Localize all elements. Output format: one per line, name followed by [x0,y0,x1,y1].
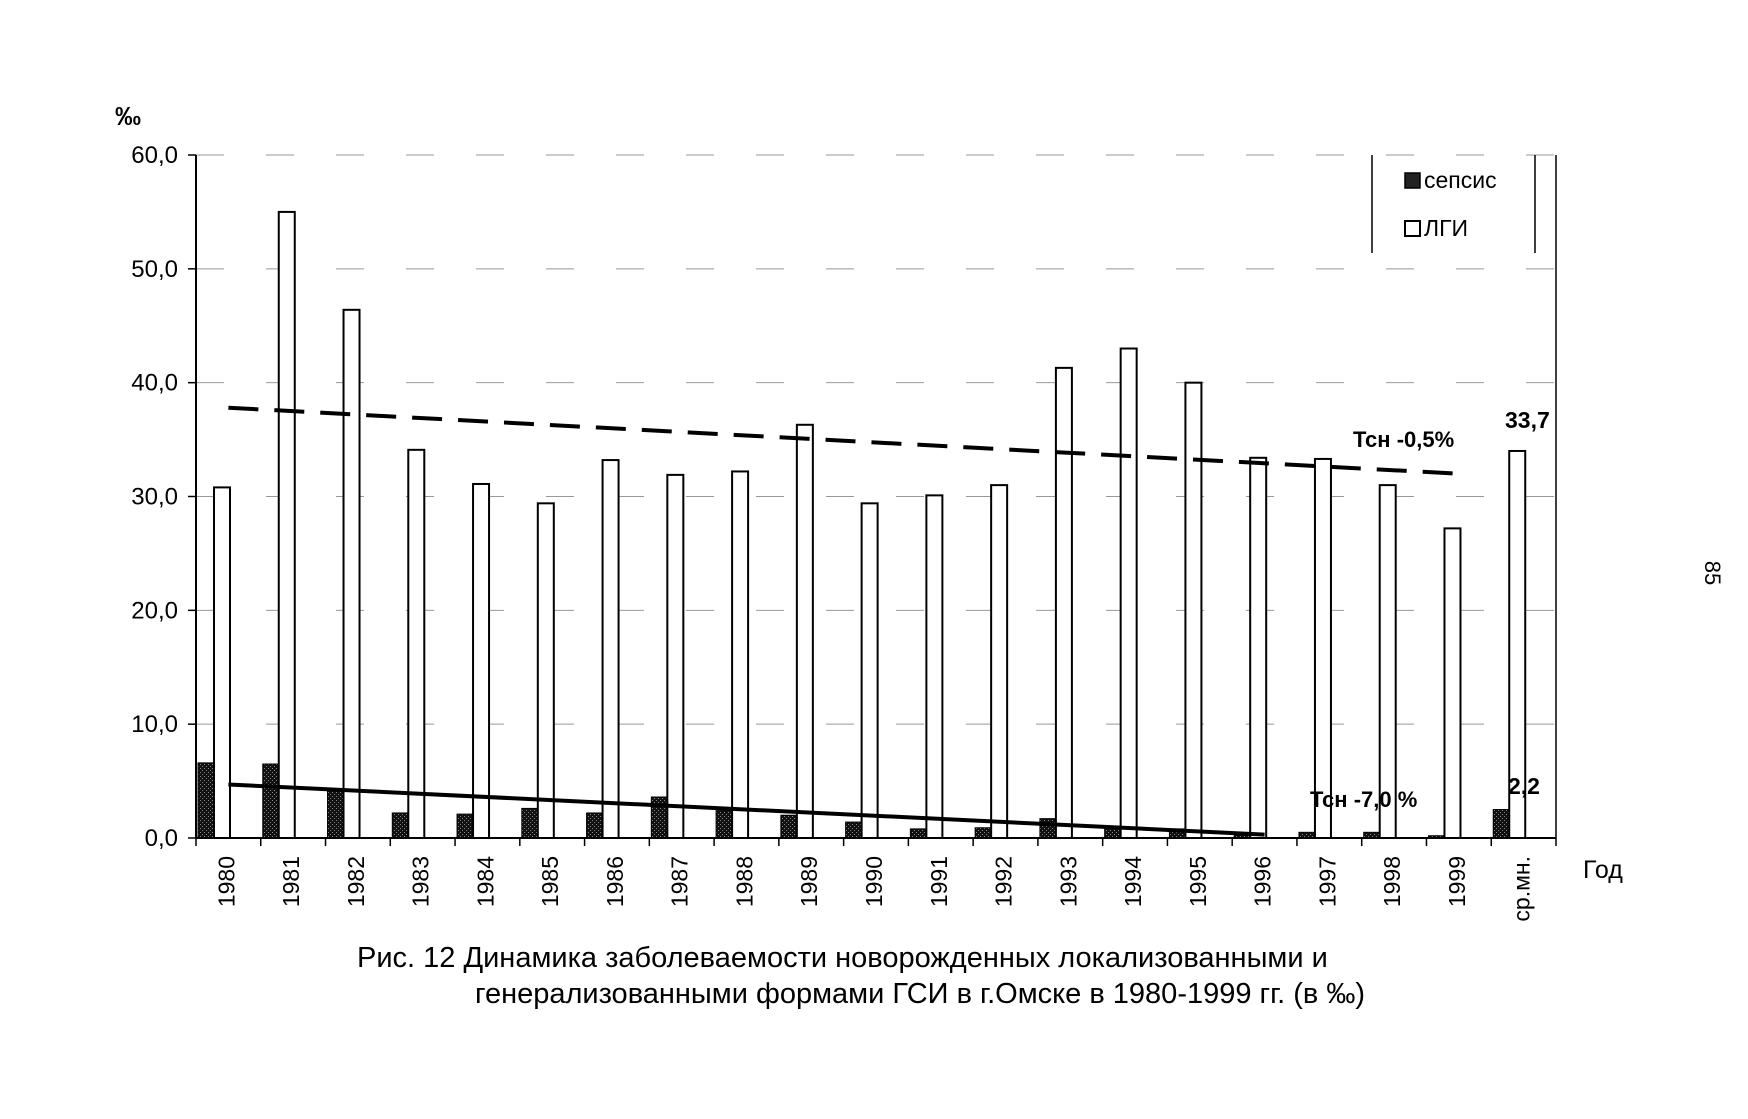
x-tick-label: 1987 [666,856,693,908]
x-tick-label: ср.мн. [1508,856,1535,922]
legend-swatch-lgi [1405,221,1420,236]
bar-sepsis [781,815,797,838]
bar-sepsis [587,813,603,838]
bar-lgi [473,484,489,838]
x-tick-label: 1994 [1120,856,1147,908]
bar-lgi [279,212,295,838]
figure-caption [357,940,1457,1012]
x-tick-label: 1996 [1249,856,1276,908]
bar-lgi [1185,383,1201,838]
bar-lgi [1380,485,1396,838]
y-tick-label: 10,0 [131,711,178,739]
bar-lgi [344,310,360,838]
bar-lgi [1121,349,1137,838]
legend [1372,155,1535,253]
bar-lgi [797,425,813,838]
x-tick-label: 1998 [1379,856,1406,908]
bar-sepsis [392,813,408,838]
x-tick-label: 1983 [407,856,434,908]
y-tick-label: 60,0 [131,142,178,169]
data-label-lgi-average: 33,7 [1505,407,1550,433]
bars [198,212,1525,838]
x-tick-label: 1981 [278,856,305,908]
bar-lgi [1444,528,1460,838]
data-label-sepsis-average: 2,2 [1508,773,1540,799]
legend-label-lgi: ЛГИ [1424,215,1469,241]
bar-sepsis [975,828,991,838]
page-number: 85 [1700,560,1726,586]
trend-label-lgi: Тсн -0,5% [1353,427,1455,452]
bar-sepsis [716,811,732,838]
legend-label-sepsis: сепсис [1424,167,1497,193]
trend-label-sepsis: Тсн -7,0 % [1310,787,1418,812]
bar-sepsis [457,814,473,838]
bar-sepsis [846,822,862,838]
x-axis-title: Год [1583,856,1623,884]
legend-swatch-sepsis [1405,173,1420,188]
x-tick-label: 1988 [731,856,758,908]
x-tick-label: 1997 [1314,856,1341,908]
x-tick-label: 1980 [213,856,240,908]
caption-line-1: Рис. 12 Динамика заболеваемости новорожденных локализованными и [357,942,1328,974]
x-tick-label: 1986 [601,856,628,908]
bar-sepsis [910,829,926,838]
y-tick-label: 40,0 [131,369,178,397]
bar-lgi [926,495,942,838]
x-tick-label: 1984 [472,856,499,908]
y-tick-label: 20,0 [131,597,178,625]
bar-lgi [1315,459,1331,838]
x-tick-label: 1985 [537,856,564,908]
y-tick-label: 30,0 [131,483,178,511]
x-tick-label: 1992 [990,856,1017,908]
bar-lgi [732,471,748,838]
x-tick-label: 1989 [796,856,823,908]
x-tick-label: 1993 [1055,856,1082,908]
bar-lgi [862,503,878,838]
x-tick-label: 1995 [1184,856,1211,908]
bar-lgi [603,460,619,838]
bar-sepsis [328,790,344,838]
bar-sepsis [198,763,214,838]
bar-sepsis [263,764,279,838]
bar-lgi [991,485,1007,838]
x-tick-label: 1991 [925,856,952,908]
bar-lgi [1056,368,1072,838]
y-unit-label: ‰ [115,101,141,131]
bar-lgi [214,487,230,838]
caption-line-2: генерализованными формами ГСИ в г.Омске в 1980-1999 гг. (в ‰) [475,978,1366,1010]
bar-sepsis [1040,819,1056,838]
bar-lgi [538,503,554,838]
x-tick-label: 1999 [1443,856,1470,908]
bar-lgi [1250,458,1266,838]
bar-lgi [408,450,424,838]
x-tick-label: 1982 [342,856,369,908]
y-tick-label: 50,0 [131,255,178,283]
bar-sepsis [1493,810,1509,838]
x-tick-label: 1990 [861,856,887,908]
y-tick-label: 0,0 [144,825,178,852]
bar-sepsis [522,808,538,838]
bar-lgi [667,475,683,838]
